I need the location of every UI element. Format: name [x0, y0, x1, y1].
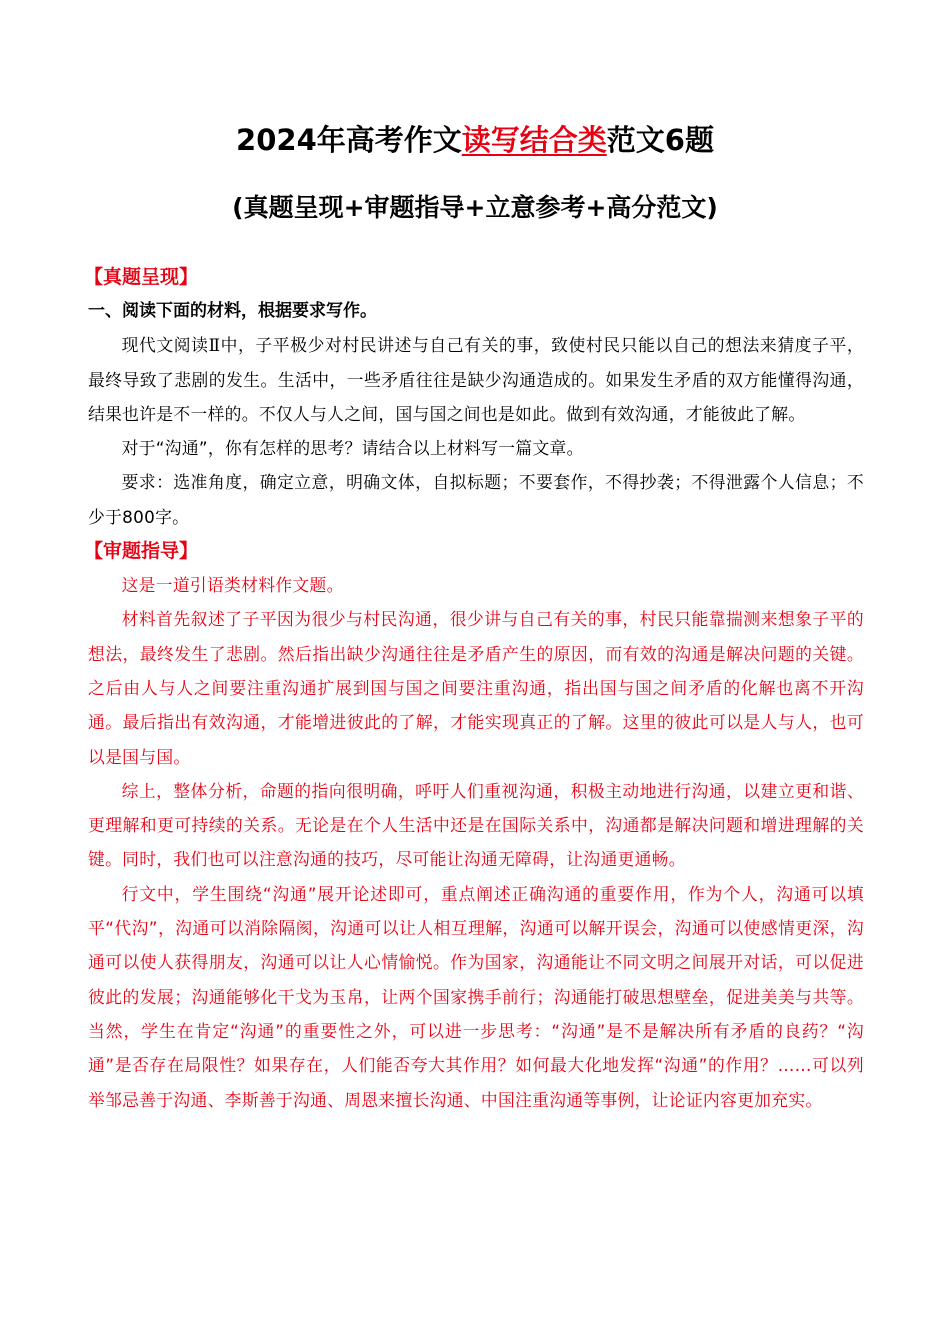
title-prefix: 2024年高考作文 — [236, 123, 462, 157]
title-suffix: 范文6题 — [606, 123, 714, 157]
document-subtitle: (真题呈现+审题指导+立意参考+高分范文) — [232, 193, 718, 222]
title-highlight: 读写结合类 — [461, 123, 607, 157]
question-heading: 一、阅读下面的材料，根据要求写作。 — [88, 301, 377, 321]
guide-paragraph: 行文中，学生围绕“沟通”展开论述即可，重点阐述正确沟通的重要作用，作为个人，沟通可以填平“代沟”，沟通可以消除隔阂，沟通可以让人相互理解，沟通可以解开误会，沟通可以使感情更深，沟通可以使人获得朋友，沟通可以让人心情愉悦。作为国家，沟通能让不同文明之间展开对话，可以促进彼此的发展；沟通能够化干戈为玉帛，让两个国家携手前行；沟通能打破思想壁垒，促进美美与共等。当然，学生在肯定“沟通”的重要性之外，可以进一步思考：“沟通”是不是解决所有矛盾的良药？“沟通”是否存在局限性？如果存在，人们能否夸大其作用？如何最大化地发挥“沟通”的作用？……可以列举邹忌善于沟通、李斯善于沟通、周恩来擅长沟通、中国注重沟通等事例，让论证内容更加充实。 — [88, 883, 864, 1110]
prompt-paragraph: 对于“沟通”，你有怎样的思考？请结合以上材料写一篇文章。 — [121, 438, 584, 459]
guide-paragraph: 这是一道引语类材料作文题。 — [121, 575, 344, 596]
prompt-paragraph: 要求：选准角度，确定立意，明确文体，自拟标题；不要套作，不得抄袭；不得泄露个人信息；不少于800字。 — [88, 472, 864, 527]
guide-paragraph: 材料首先叙述了子平因为很少与村民沟通，很少讲与自己有关的事，村民只能靠揣测来想象子平的想法，最终发生了悲剧。然后指出缺少沟通往往是矛盾产生的原因，而有效的沟通是解决问题的关键。之后由人与人之间要注重沟通扩展到国与国之间要注重沟通，指出国与国之间矛盾的化解也离不开沟通。最后指出有效沟通，才能增进彼此的了解，才能实现真正的了解。这里的彼此可以是人与人，也可以是国与国。 — [88, 609, 864, 767]
prompt-paragraph: 现代文阅读Ⅱ中，子平极少对村民讲述与自己有关的事，致使村民只能以自己的想法来猜度子平，最终导致了悲剧的发生。生活中，一些矛盾往往是缺少沟通造成的。如果发生矛盾的双方能懂得沟通，结果也许是不一样的。不仅人与人之间，国与国之间也是如此。做到有效沟通，才能彼此了解。 — [88, 335, 864, 424]
section-heading-guide: 【审题指导】 — [84, 540, 199, 563]
guide-paragraph: 综上，整体分析，命题的指向很明确，呼吁人们重视沟通，积极主动地进行沟通，以建立更和谐、更理解和更可持续的关系。无论是在个人生活中还是在国际关系中，沟通都是解决问题和增进理解的关键。同时，我们也可以注意沟通的技巧，尽可能让沟通无障碍，让沟通更通畅。 — [88, 780, 864, 870]
document-body — [84, 260, 864, 1117]
section-heading-prompt: 【真题呈现】 — [84, 266, 199, 288]
document-title — [0, 118, 950, 162]
